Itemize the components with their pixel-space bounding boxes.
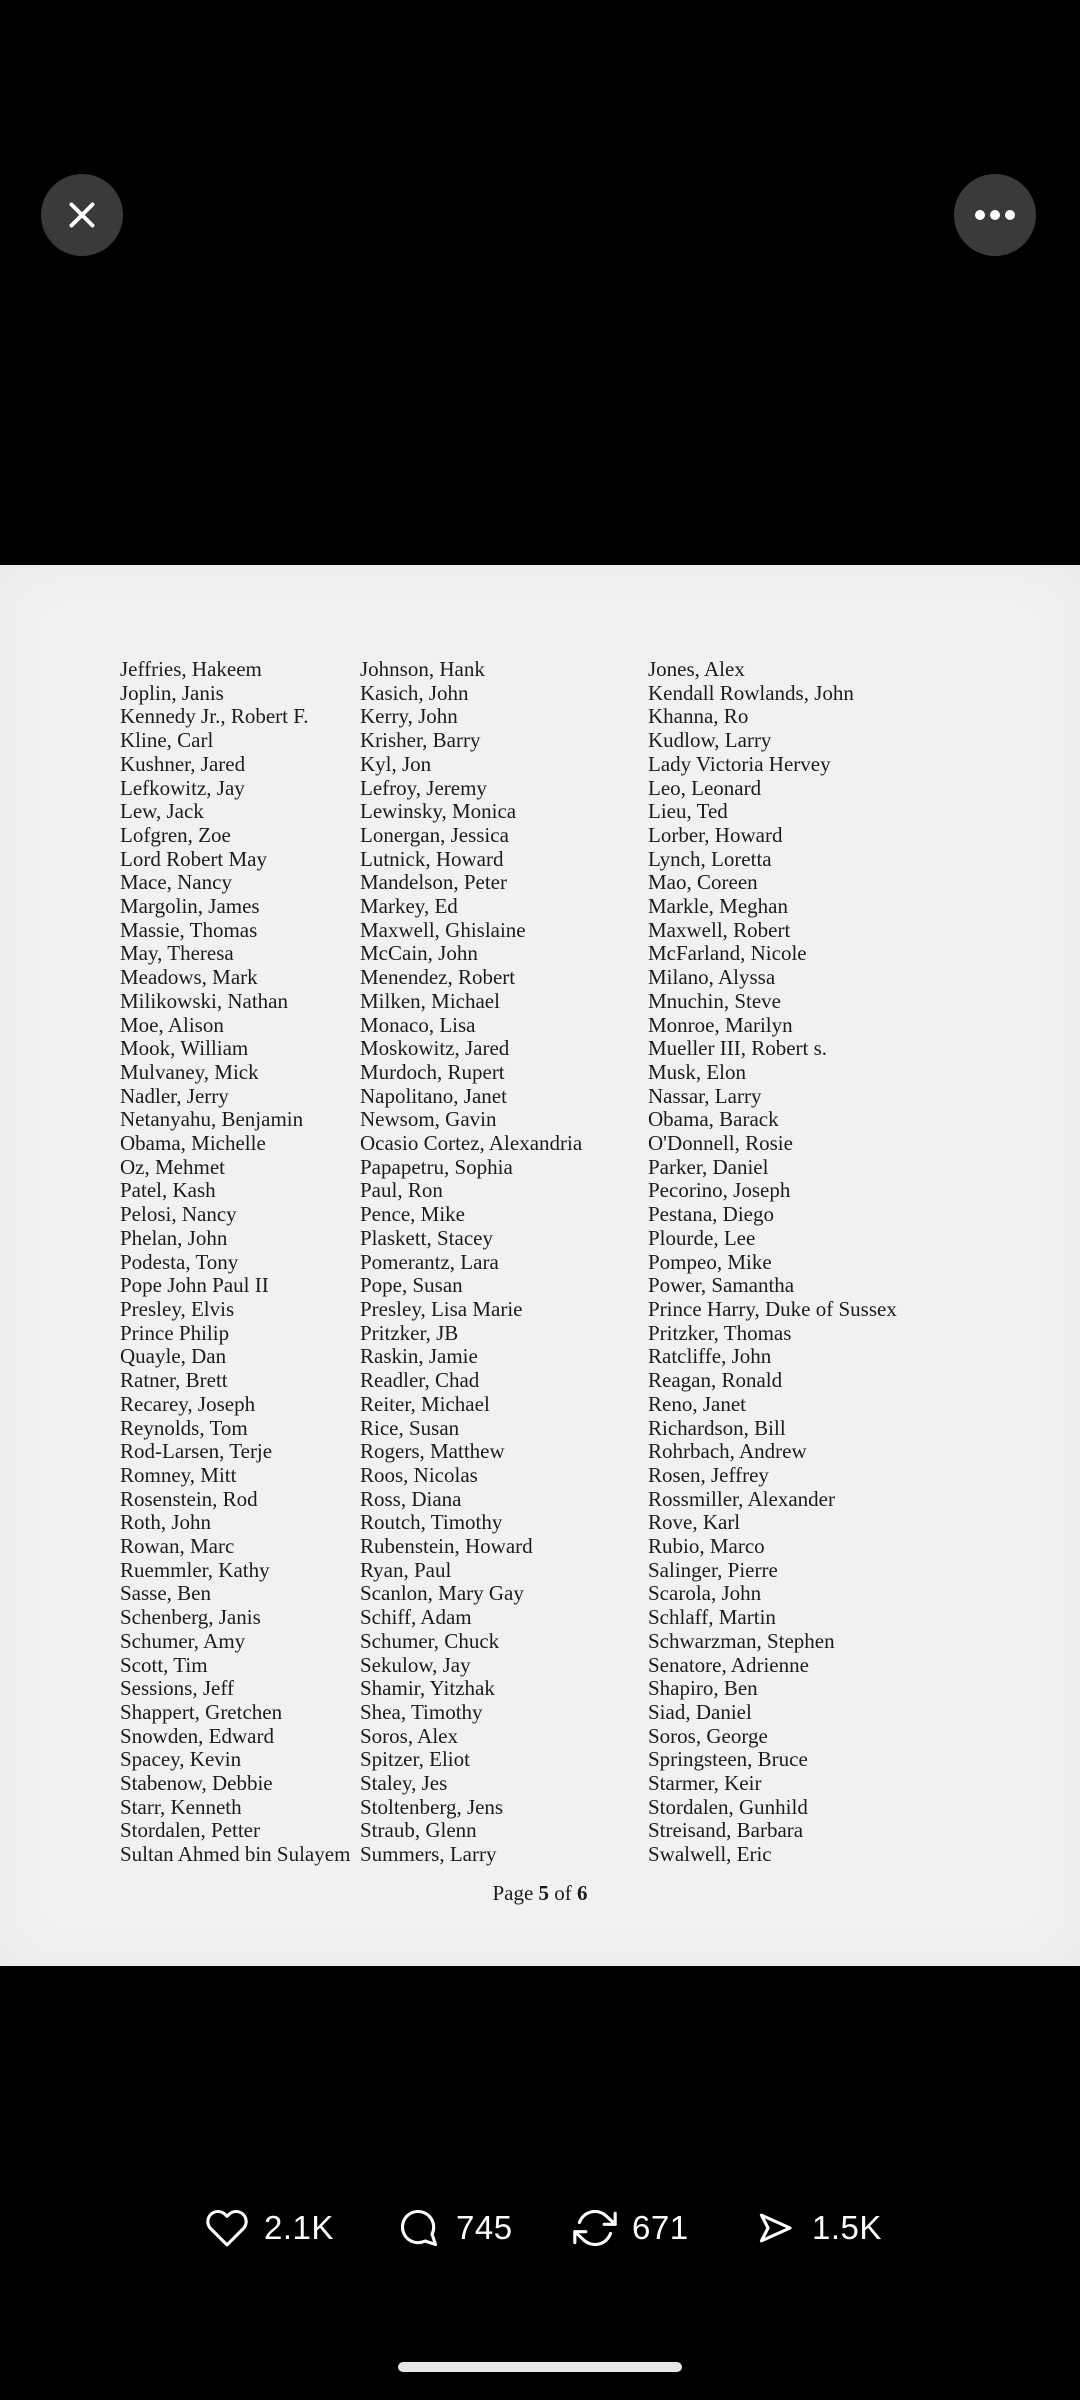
person-name: Kasich, John	[360, 680, 469, 705]
person-name: Lynch, Loretta	[648, 846, 772, 871]
person-name: Siad, Daniel	[648, 1699, 752, 1724]
person-name: Lew, Jack	[120, 799, 204, 824]
person-name: Lord Robert May	[120, 846, 267, 871]
page-number-footer: Page 5 of 6	[492, 1881, 588, 1905]
person-name: Patel, Kash	[120, 1178, 216, 1203]
person-name: Pritzker, Thomas	[648, 1320, 792, 1345]
person-name: Markle, Meghan	[648, 894, 788, 919]
document-page[interactable]	[0, 565, 1080, 1966]
person-name: Quayle, Dan	[120, 1344, 227, 1369]
person-name: Lefroy, Jeremy	[360, 775, 487, 800]
person-name: Readler, Chad	[360, 1368, 480, 1393]
person-name: Presley, Elvis	[120, 1296, 235, 1321]
share-count: 1.5K	[812, 2209, 882, 2246]
person-name: Presley, Lisa Marie	[360, 1296, 523, 1321]
person-name: Romney, Mitt	[120, 1462, 237, 1487]
person-name: Lorber, Howard	[648, 822, 783, 847]
person-name: Pestana, Diego	[648, 1202, 774, 1227]
person-name: Podesta, Tony	[120, 1249, 239, 1274]
person-name: Ruemmler, Kathy	[120, 1557, 270, 1582]
person-name: Prince Harry, Duke of Sussex	[648, 1296, 897, 1321]
person-name: Schiff, Adam	[360, 1605, 472, 1630]
person-name: Netanyahu, Benjamin	[120, 1107, 304, 1132]
person-name: Shea, Timothy	[360, 1699, 483, 1724]
person-name: Moskowitz, Jared	[360, 1036, 510, 1061]
person-name: Streisand, Barbara	[648, 1818, 804, 1843]
more-options-button[interactable]	[954, 174, 1036, 256]
person-name: Krisher, Barry	[360, 728, 481, 753]
home-indicator[interactable]	[398, 2362, 682, 2372]
person-name: Roos, Nicolas	[360, 1462, 478, 1487]
person-name: Maxwell, Robert	[648, 917, 791, 942]
person-name: Milano, Alyssa	[648, 965, 776, 990]
person-name: Scarola, John	[648, 1581, 762, 1606]
person-name: Swalwell, Eric	[648, 1842, 772, 1867]
person-name: Snowden, Edward	[120, 1723, 274, 1748]
repost-button[interactable]	[573, 2205, 689, 2251]
person-name: Pecorino, Joseph	[648, 1178, 791, 1203]
person-name: Rosenstein, Rod	[120, 1486, 258, 1511]
person-name: Soros, Alex	[360, 1723, 459, 1748]
person-name: Pence, Mike	[360, 1202, 465, 1227]
person-name: Newsom, Gavin	[360, 1107, 497, 1132]
person-name: Starmer, Keir	[648, 1771, 762, 1796]
person-name: Raskin, Jamie	[360, 1344, 478, 1369]
repost-icon	[573, 2206, 617, 2250]
person-name: Joplin, Janis	[120, 680, 224, 705]
person-name: Mueller III, Robert s.	[648, 1036, 828, 1061]
person-name: Maxwell, Ghislaine	[360, 917, 526, 942]
person-name: Ratner, Brett	[120, 1368, 228, 1393]
person-name: Mnuchin, Steve	[648, 988, 781, 1013]
person-name: Pope John Paul II	[120, 1273, 269, 1298]
person-name: Monroe, Marilyn	[648, 1012, 793, 1037]
person-name: McFarland, Nicole	[648, 941, 807, 966]
person-name: Milikowski, Nathan	[120, 988, 288, 1013]
person-name: Musk, Elon	[648, 1059, 747, 1084]
person-name: Mao, Coreen	[648, 870, 758, 895]
person-name: Starr, Kenneth	[120, 1794, 242, 1819]
person-name: Lefkowitz, Jay	[120, 775, 245, 800]
person-name: Kennedy Jr., Robert F.	[120, 704, 309, 729]
person-name: Schwarzman, Stephen	[648, 1628, 835, 1653]
person-name: Senatore, Adrienne	[648, 1652, 809, 1677]
person-name: Schumer, Chuck	[360, 1628, 500, 1653]
person-name: Spitzer, Eliot	[360, 1747, 470, 1772]
person-name: Rohrbach, Andrew	[648, 1439, 807, 1464]
person-name: Lonergan, Jessica	[360, 822, 509, 847]
person-name: Reiter, Michael	[360, 1391, 490, 1416]
person-name: Kudlow, Larry	[648, 728, 772, 753]
person-name: Milken, Michael	[360, 988, 500, 1013]
person-name: Summers, Larry	[360, 1842, 497, 1867]
person-name: Murdoch, Rupert	[360, 1059, 505, 1084]
person-name: Salinger, Pierre	[648, 1557, 778, 1582]
person-name: Jones, Alex	[648, 657, 745, 681]
person-name: Oz, Mehmet	[120, 1154, 225, 1179]
person-name: Markey, Ed	[360, 894, 458, 919]
person-name: May, Theresa	[120, 941, 234, 966]
person-name: Rice, Susan	[360, 1415, 460, 1440]
comment-button[interactable]	[397, 2205, 513, 2251]
person-name: Pomerantz, Lara	[360, 1249, 499, 1274]
person-name: Kushner, Jared	[120, 751, 246, 776]
person-name: Prince Philip	[120, 1320, 230, 1345]
repost-count: 671	[632, 2209, 689, 2246]
name-column-1	[120, 658, 350, 1867]
person-name: Lady Victoria Hervey	[648, 751, 831, 776]
person-name: Menendez, Robert	[360, 965, 516, 990]
person-name: Moe, Alison	[120, 1012, 224, 1037]
person-name: Schenberg, Janis	[120, 1605, 261, 1630]
share-icon	[753, 2206, 797, 2250]
person-name: Sultan Ahmed bin Sulayem	[120, 1842, 351, 1867]
person-name: Recarey, Joseph	[120, 1391, 256, 1416]
person-name: Lewinsky, Monica	[360, 799, 517, 824]
person-name: Monaco, Lisa	[360, 1012, 476, 1037]
person-name: Mulvaney, Mick	[120, 1059, 259, 1084]
person-name: Ryan, Paul	[360, 1557, 452, 1582]
person-name: Kline, Carl	[120, 728, 214, 753]
person-name: Paul, Ron	[360, 1178, 443, 1203]
person-name: Reagan, Ronald	[648, 1368, 783, 1393]
person-name: Obama, Barack	[648, 1107, 779, 1132]
person-name: Kerry, John	[360, 704, 458, 729]
person-name: Pope, Susan	[360, 1273, 463, 1298]
person-name: Plaskett, Stacey	[360, 1225, 493, 1250]
person-name: Rod-Larsen, Terje	[120, 1439, 273, 1464]
person-name: Shappert, Gretchen	[120, 1699, 283, 1724]
person-name: Pelosi, Nancy	[120, 1202, 237, 1227]
like-button[interactable]	[205, 2205, 334, 2251]
person-name: Napolitano, Janet	[360, 1083, 507, 1108]
person-name: Parker, Daniel	[648, 1154, 769, 1179]
comment-count: 745	[456, 2209, 513, 2246]
person-name: Stordalen, Gunhild	[648, 1794, 808, 1819]
person-name: O'Donnell, Rosie	[648, 1131, 793, 1156]
person-name: Sasse, Ben	[120, 1581, 211, 1606]
share-button[interactable]	[753, 2205, 882, 2251]
person-name: Routch, Timothy	[360, 1510, 503, 1535]
close-icon	[64, 197, 100, 233]
person-name: Rossmiller, Alexander	[648, 1486, 835, 1511]
name-column-3	[648, 658, 897, 1867]
person-name: Roth, John	[120, 1510, 212, 1535]
like-count: 2.1K	[264, 2209, 334, 2246]
person-name: Massie, Thomas	[120, 917, 258, 942]
person-name: Reno, Janet	[648, 1391, 746, 1416]
person-name: Jeffries, Hakeem	[120, 657, 262, 681]
person-name: Margolin, James	[120, 894, 260, 919]
person-name: Kendall Rowlands, John	[648, 680, 854, 705]
person-name: Stabenow, Debbie	[120, 1771, 273, 1796]
person-name: Soros, George	[648, 1723, 768, 1748]
ellipsis-icon	[975, 210, 1015, 220]
person-name: Rove, Karl	[648, 1510, 741, 1535]
person-name: McCain, John	[360, 941, 478, 966]
person-name: Scott, Tim	[120, 1652, 208, 1677]
person-name: Obama, Michelle	[120, 1131, 266, 1156]
person-name: Leo, Leonard	[648, 775, 762, 800]
person-name: Nassar, Larry	[648, 1083, 762, 1108]
person-name: Lutnick, Howard	[360, 846, 504, 871]
close-button[interactable]	[41, 174, 123, 256]
person-name: Meadows, Mark	[120, 965, 258, 990]
person-name: Rosen, Jeffrey	[648, 1462, 769, 1487]
person-name: Stordalen, Petter	[120, 1818, 260, 1843]
person-name: Johnson, Hank	[360, 657, 485, 681]
person-name: Richardson, Bill	[648, 1415, 786, 1440]
person-name: Papapetru, Sophia	[360, 1154, 513, 1179]
person-name: Shamir, Yitzhak	[360, 1676, 495, 1701]
person-name: Straub, Glenn	[360, 1818, 477, 1843]
person-name: Scanlon, Mary Gay	[360, 1581, 524, 1606]
person-name: Shapiro, Ben	[648, 1676, 758, 1701]
person-name: Rubio, Marco	[648, 1534, 765, 1559]
person-name: Lofgren, Zoe	[120, 822, 231, 847]
person-name: Pompeo, Mike	[648, 1249, 772, 1274]
heart-icon	[205, 2206, 249, 2250]
person-name: Mace, Nancy	[120, 870, 232, 895]
person-name: Pritzker, JB	[360, 1320, 459, 1345]
person-name: Mook, William	[120, 1036, 249, 1061]
person-name: Schlaff, Martin	[648, 1605, 776, 1630]
person-name: Rogers, Matthew	[360, 1439, 505, 1464]
person-name: Sessions, Jeff	[120, 1676, 234, 1701]
comment-icon	[397, 2206, 441, 2250]
person-name: Plourde, Lee	[648, 1225, 756, 1250]
person-name: Sekulow, Jay	[360, 1652, 471, 1677]
person-name: Stoltenberg, Jens	[360, 1794, 504, 1819]
person-name: Schumer, Amy	[120, 1628, 246, 1653]
person-name: Rowan, Marc	[120, 1534, 235, 1559]
person-name: Spacey, Kevin	[120, 1747, 242, 1772]
person-name: Lieu, Ted	[648, 799, 728, 824]
person-name: Phelan, John	[120, 1225, 228, 1250]
person-name: Ratcliffe, John	[648, 1344, 772, 1369]
person-name: Power, Samantha	[648, 1273, 795, 1298]
person-name: Khanna, Ro	[648, 704, 749, 729]
person-name: Springsteen, Bruce	[648, 1747, 808, 1772]
person-name: Rubenstein, Howard	[360, 1534, 533, 1559]
person-name: Kyl, Jon	[360, 751, 432, 776]
name-column-2	[360, 658, 582, 1867]
person-name: Nadler, Jerry	[120, 1083, 229, 1108]
person-name: Ross, Diana	[360, 1486, 462, 1511]
person-name: Staley, Jes	[360, 1771, 448, 1796]
person-name: Mandelson, Peter	[360, 870, 507, 895]
person-name: Reynolds, Tom	[120, 1415, 248, 1440]
person-name: Ocasio Cortez, Alexandria	[360, 1131, 583, 1156]
